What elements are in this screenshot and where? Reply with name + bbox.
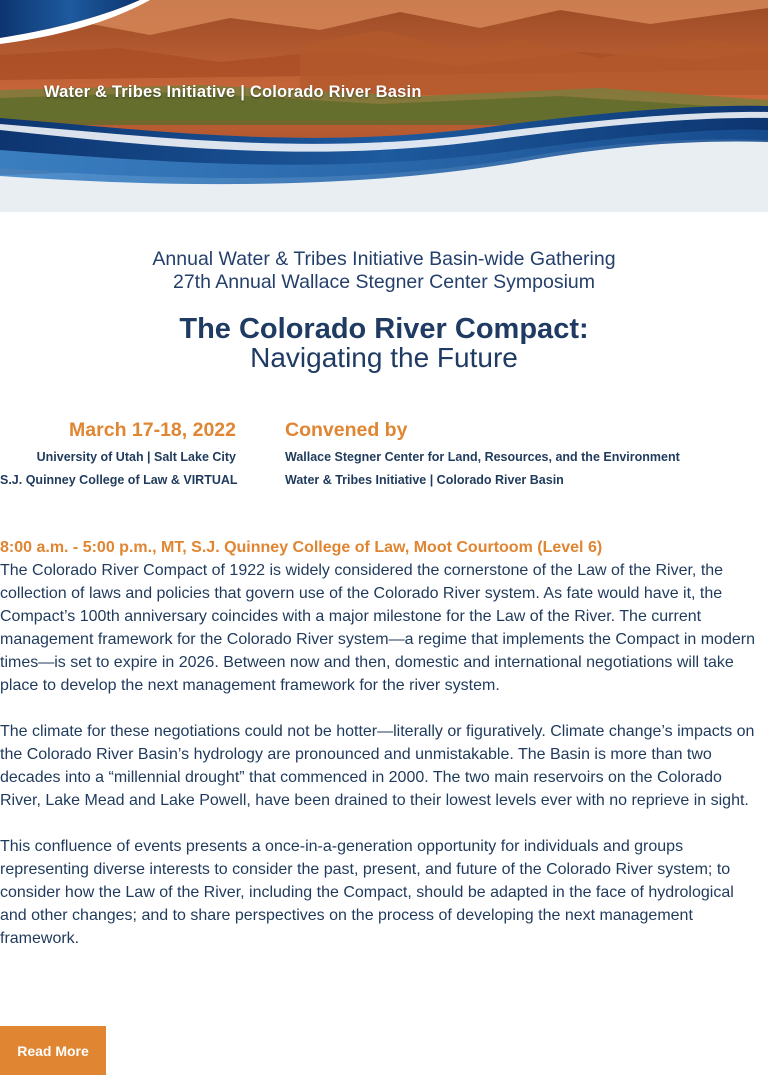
convened-heading: Convened by bbox=[285, 419, 408, 441]
description-paragraph-2: The climate for these negotiations could not be hotter—literally or figuratively. Climate change’s impacts on the Colorado River Basin’s hydrology are pronounced and unmistakable. The Basin is more than two decades into a “millennial drought” that commenced in 2000. The two main reservoirs on the Colorado River, Lake Mead and Lake Powell, have been drained to their lowest levels ever with no reprieve in sight. bbox=[0, 723, 755, 809]
convener-org-2: Water & Tribes Initiative | Colorado River Basin bbox=[285, 473, 564, 487]
page-title: The Colorado River Compact: bbox=[179, 313, 589, 345]
event-date-column bbox=[0, 418, 236, 492]
event-location-secondary: S.J. Quinney College of Law & VIRTUAL bbox=[0, 473, 238, 487]
convened-by-column bbox=[285, 418, 755, 492]
event-location-primary: University of Utah | Salt Lake City bbox=[36, 450, 236, 464]
event-date: March 17-18, 2022 bbox=[69, 419, 236, 441]
event-description bbox=[0, 536, 762, 973]
page-subtitle: Navigating the Future bbox=[250, 342, 518, 373]
convener-org-1: Wallace Stegner Center for Land, Resources, and the Environment bbox=[285, 450, 680, 464]
event-heading bbox=[0, 248, 768, 372]
description-paragraph-3: This confluence of events presents a once-in-a-generation opportunity for individuals and groups representing diverse interests to consider the past, present, and future of the Colorado River system; to consider how the Law of the River, including the Compact, should be adapted in the face of hydrological and other changes; and to share perspectives on the process of developing the next management framework. bbox=[0, 838, 734, 947]
canyon-landscape-image bbox=[0, 0, 768, 212]
event-time-location: 8:00 a.m. - 5:00 p.m., MT, S.J. Quinney College of Law, Moot Courtoom (Level 6) bbox=[0, 539, 603, 556]
symposium-line: 27th Annual Wallace Stegner Center Symposium bbox=[172, 271, 595, 293]
banner-title: Water & Tribes Initiative | Colorado River Basin bbox=[44, 83, 422, 101]
header-banner bbox=[0, 0, 768, 212]
read-more-button[interactable]: Read More bbox=[0, 1026, 106, 1075]
description-paragraph-1: The Colorado River Compact of 1922 is widely considered the cornerstone of the Law of the River, the collection of laws and policies that govern use of the Colorado River system. As fate would have it, the Compact’s 100th anniversary coincides with a major milestone for the Law of the River. The current management framework for the Colorado River system—a regime that implements the Compact in modern times—is set to expire in 2026. Between now and then, domestic and international negotiations will take place to develop the next management framework for the river system. bbox=[0, 562, 755, 694]
gathering-line: Annual Water & Tribes Initiative Basin-wide Gathering bbox=[152, 248, 616, 270]
